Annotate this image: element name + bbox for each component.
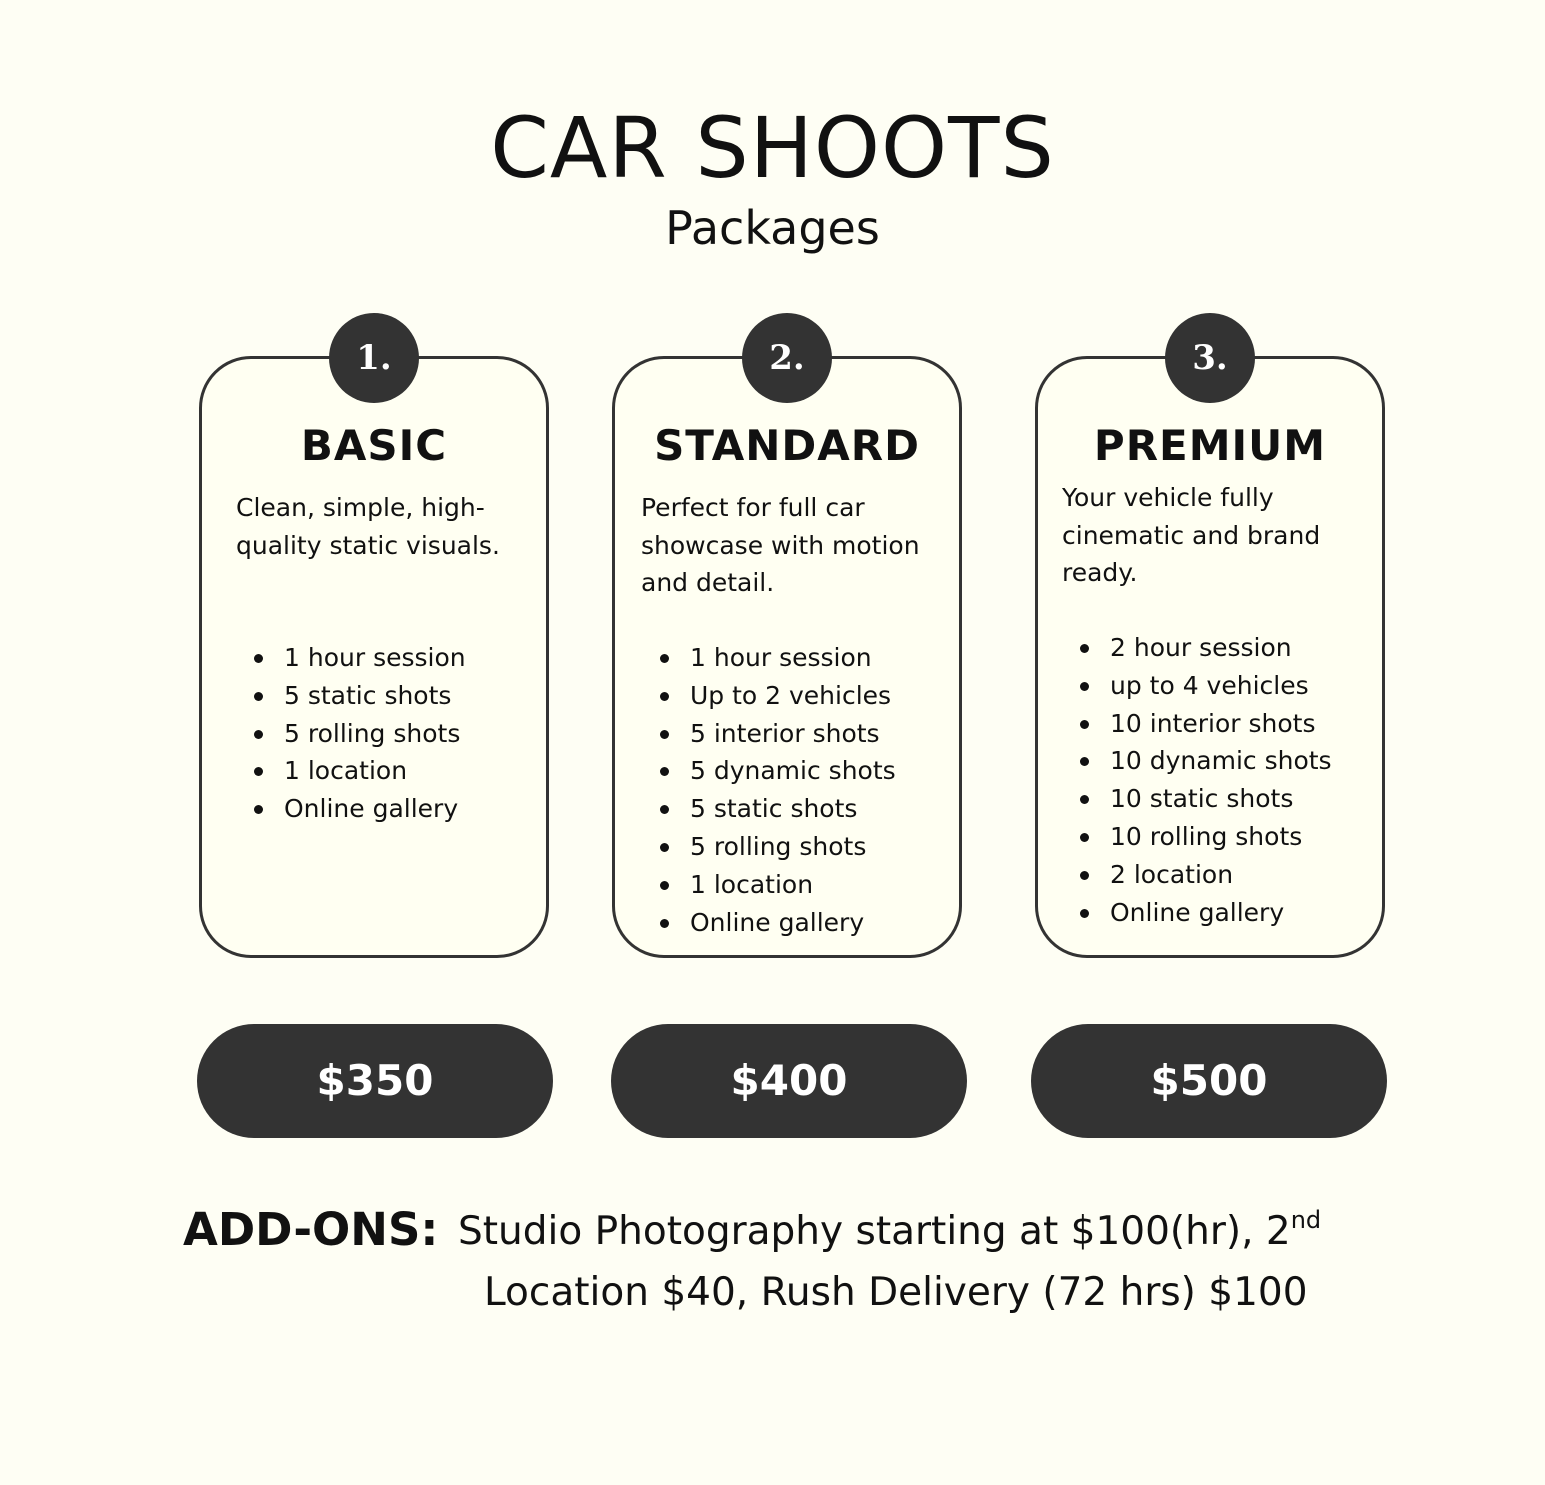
feature-list — [658, 639, 896, 941]
feature-item — [1078, 894, 1332, 932]
addons-line-2: Location $40, Rush Delivery (72 hrs) $100 — [484, 1270, 1308, 1315]
feature-item — [658, 677, 896, 715]
feature-item — [252, 677, 466, 715]
page-subtitle: Packages — [665, 201, 880, 255]
feature-text: 5 static shots — [284, 680, 452, 710]
feature-item — [1078, 742, 1332, 780]
feature-text: 5 static shots — [690, 794, 858, 824]
feature-list — [1078, 629, 1332, 931]
feature-text: 5 interior shots — [690, 718, 880, 748]
bullet-icon — [1080, 682, 1089, 691]
bullet-icon — [660, 881, 669, 890]
feature-text: 2 location — [1110, 859, 1234, 889]
bullet-icon — [660, 919, 669, 928]
package-card-premium — [1035, 338, 1385, 958]
feature-text: 5 dynamic shots — [690, 756, 896, 786]
price-pill-standard: $400 — [611, 1024, 967, 1138]
feature-text: 2 hour session — [1110, 633, 1292, 662]
feature-text: Online gallery — [284, 794, 459, 824]
bullet-icon — [1080, 795, 1089, 804]
feature-text: 1 location — [284, 756, 408, 786]
feature-item — [252, 715, 466, 753]
bullet-icon — [254, 692, 263, 701]
feature-item — [252, 639, 466, 677]
price-pill-premium: $500 — [1031, 1024, 1387, 1138]
feature-text: Online gallery — [1110, 897, 1285, 927]
feature-text: 10 static shots — [1110, 784, 1294, 814]
feature-item — [1078, 705, 1332, 743]
bullet-icon — [254, 805, 263, 814]
bullet-icon — [1080, 644, 1089, 653]
feature-text: Up to 2 vehicles — [690, 680, 892, 710]
package-card-basic — [199, 338, 549, 958]
feature-item — [252, 752, 466, 790]
feature-item — [658, 715, 896, 753]
bullet-icon — [254, 654, 263, 663]
feature-text: Online gallery — [690, 907, 865, 937]
feature-text: 1 hour session — [284, 643, 466, 672]
feature-text: 5 rolling shots — [284, 718, 461, 748]
feature-text: 10 interior shots — [1110, 708, 1316, 738]
feature-list — [252, 639, 466, 828]
package-name: PREMIUM — [1093, 421, 1327, 470]
package-name: STANDARD — [654, 421, 920, 470]
feature-text: up to 4 vehicles — [1110, 670, 1309, 700]
bullet-icon — [254, 730, 263, 739]
bullet-icon — [1080, 871, 1089, 880]
package-name: BASIC — [300, 421, 448, 470]
bullet-icon — [660, 843, 669, 852]
package-description: Perfect for full car showcase with motion and detail. — [641, 493, 920, 597]
bullet-icon — [254, 767, 263, 776]
feature-item — [252, 790, 466, 828]
package-description: Clean, simple, high-quality static visuals. — [236, 493, 500, 560]
bullet-icon — [660, 692, 669, 701]
page-title: CAR SHOOTS — [490, 99, 1055, 197]
feature-item — [658, 828, 896, 866]
addons-line-1 — [458, 1202, 1321, 1266]
feature-item — [658, 904, 896, 942]
addons-label: ADD-ONS: — [183, 1203, 439, 1256]
feature-item — [658, 752, 896, 790]
feature-item — [658, 866, 896, 904]
feature-item — [1078, 780, 1332, 818]
feature-text: 10 rolling shots — [1110, 821, 1303, 851]
price-pill-basic: $350 — [197, 1024, 553, 1138]
feature-text: 1 location — [690, 869, 814, 899]
package-description: Your vehicle fully cinematic and brand ready. — [1062, 483, 1321, 587]
package-card-standard — [612, 338, 962, 958]
package-number-badge: 2. — [742, 313, 832, 403]
feature-item — [1078, 629, 1332, 667]
bullet-icon — [1080, 909, 1089, 918]
bullet-icon — [660, 805, 669, 814]
bullet-icon — [660, 730, 669, 739]
addons-ordinal-suffix: nd — [1290, 1206, 1322, 1234]
bullet-icon — [660, 767, 669, 776]
package-number-badge: 1. — [329, 313, 419, 403]
feature-text: 1 hour session — [690, 643, 872, 672]
addons-line-1-text: Studio Photography starting at $100(hr), 2 — [458, 1209, 1291, 1254]
bullet-icon — [660, 654, 669, 663]
feature-item — [1078, 667, 1332, 705]
bullet-icon — [1080, 720, 1089, 729]
bullet-icon — [1080, 833, 1089, 842]
feature-text: 10 dynamic shots — [1110, 746, 1332, 776]
feature-item — [658, 639, 896, 677]
package-number-badge: 3. — [1165, 313, 1255, 403]
feature-item — [1078, 856, 1332, 894]
bullet-icon — [1080, 757, 1089, 766]
feature-item — [658, 790, 896, 828]
feature-item — [1078, 818, 1332, 856]
feature-text: 5 rolling shots — [690, 831, 867, 861]
